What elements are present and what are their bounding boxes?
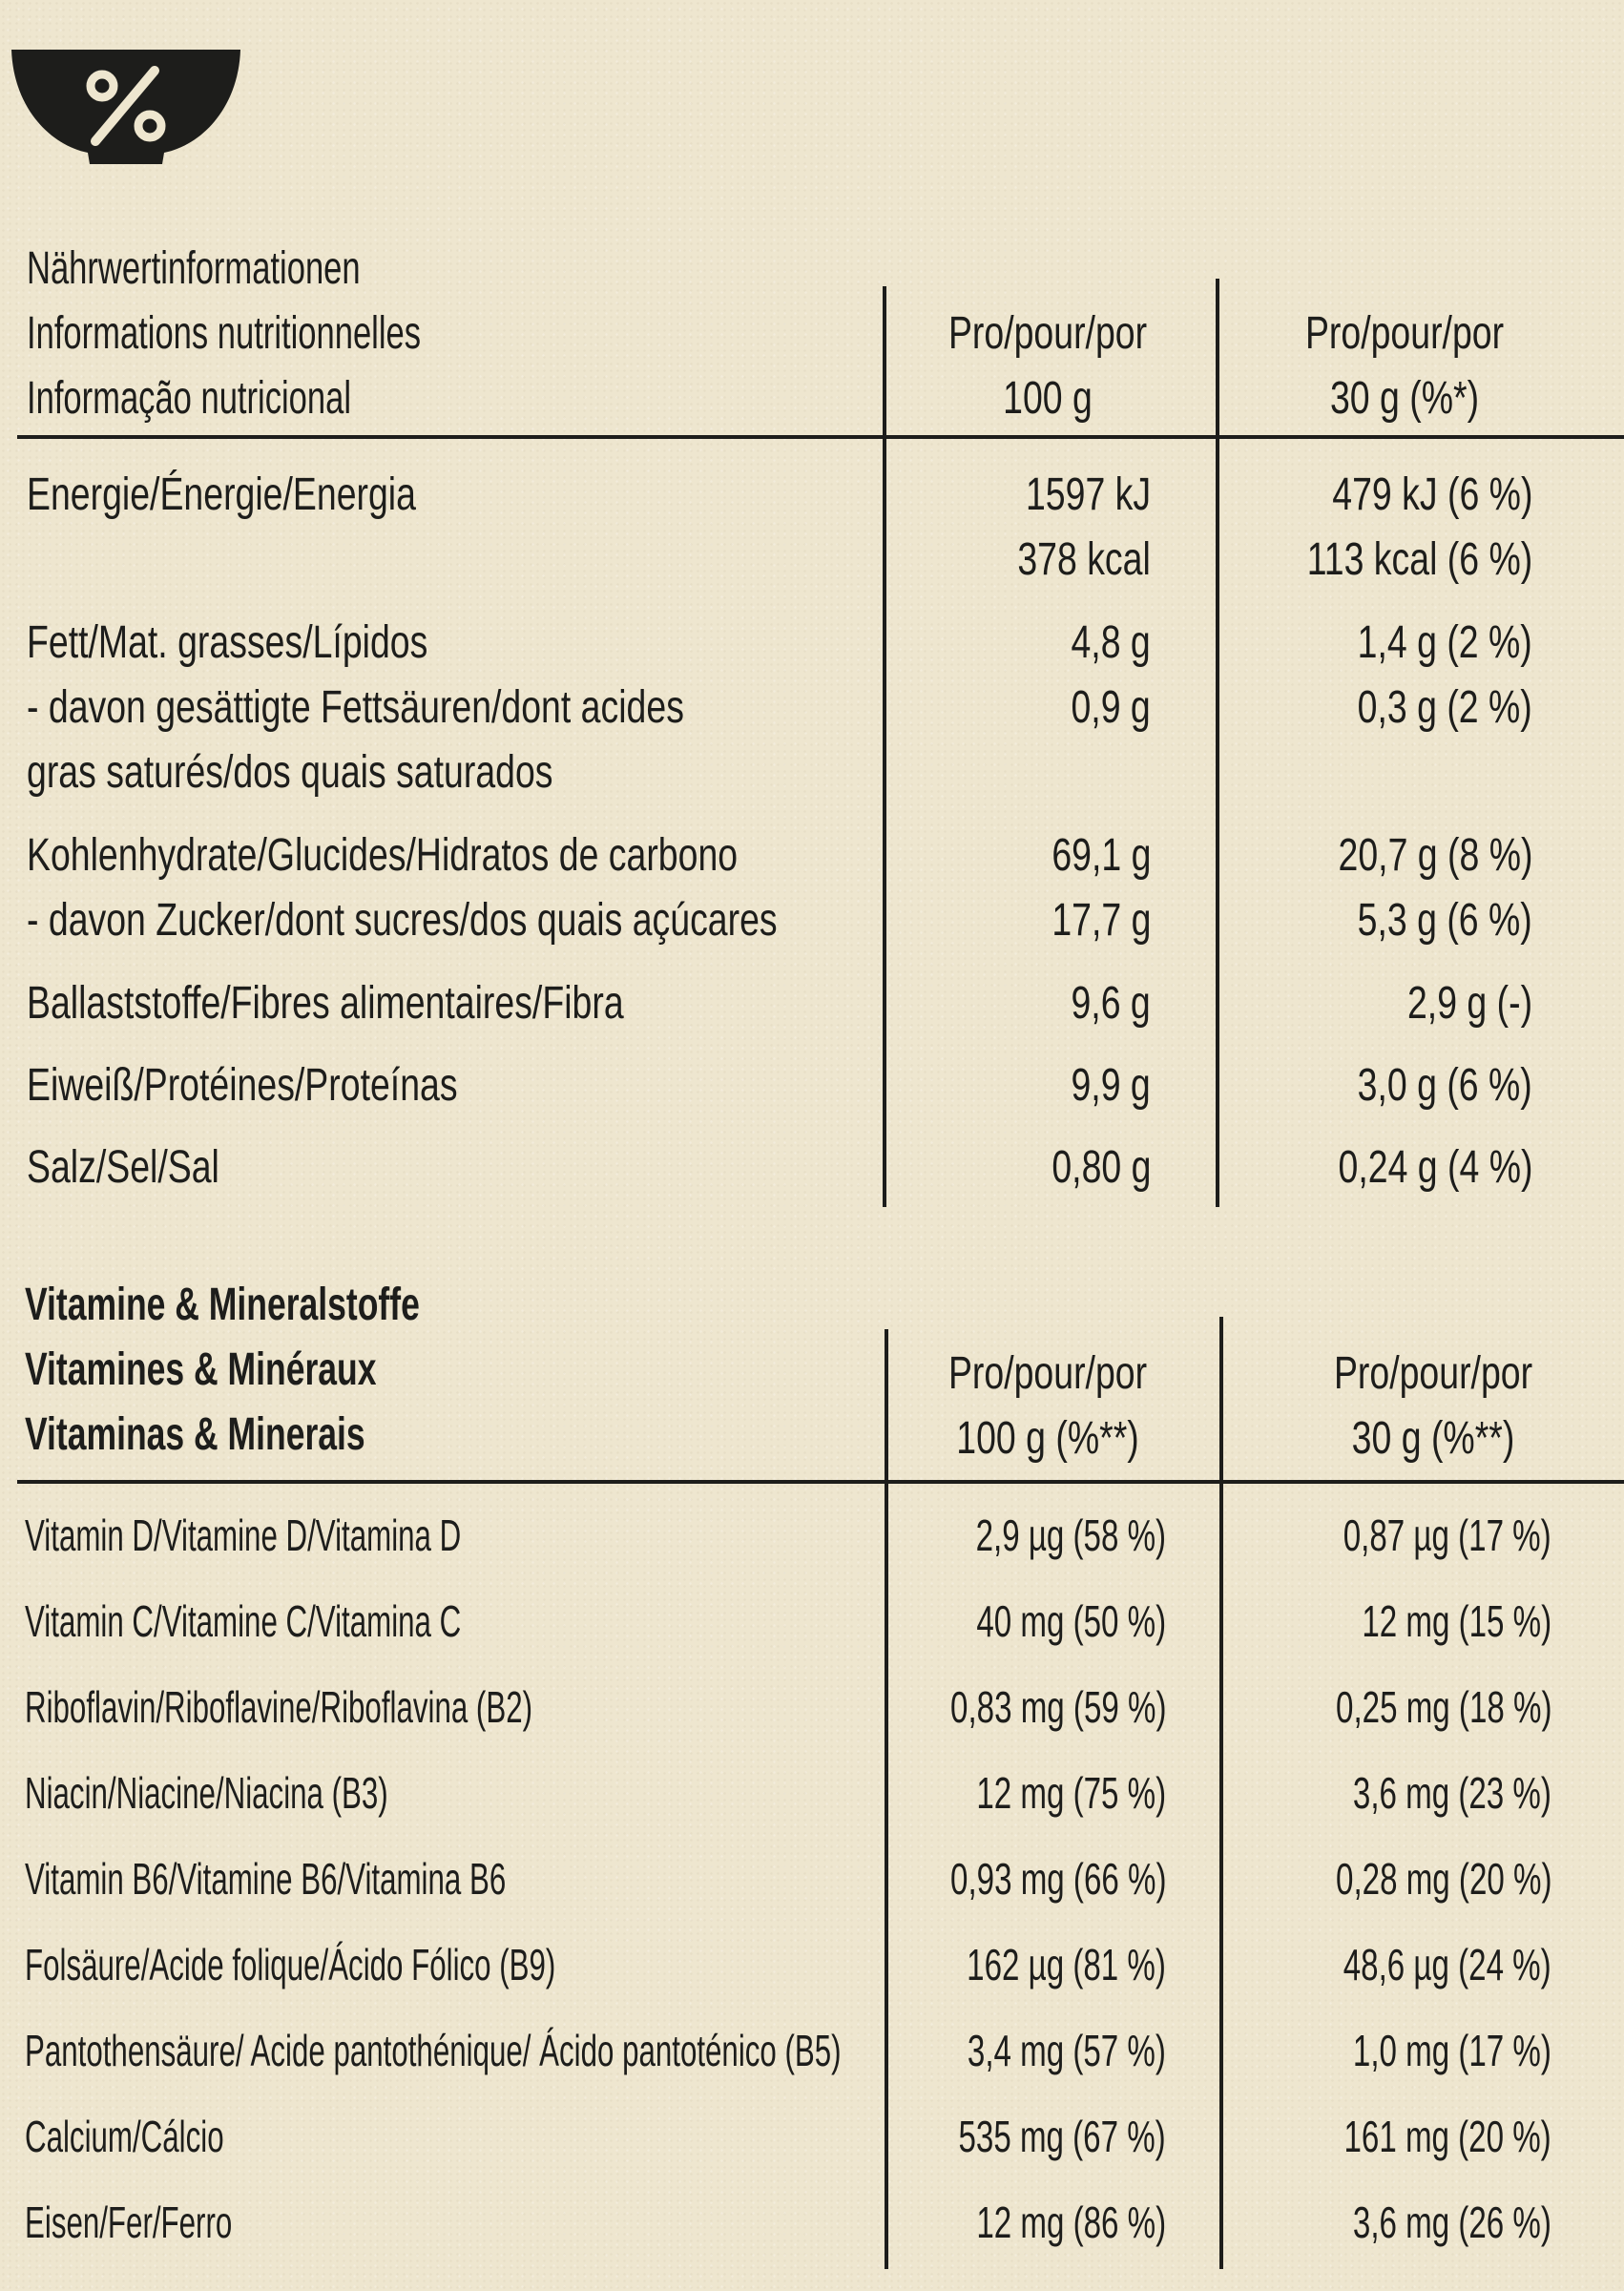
carb-100: 69,1 g [1051, 830, 1151, 881]
vitamin-row-label: Niacin/Niacine/Niacina (B3) [25, 1768, 388, 1818]
vitamin-row-per-100g: 2,9 µg (58 %) [975, 1510, 1166, 1560]
protein-label: Eiweiß/Protéines/Proteínas [27, 1060, 458, 1111]
sugar-label: - davon Zucker/dont sucres/dos quais açúcares [27, 895, 778, 946]
percent-bowl-icon [11, 50, 240, 169]
vitamin-row-per-100g: 3,4 mg (57 %) [967, 2026, 1166, 2075]
vitamin-row-per-100g: 40 mg (50 %) [976, 1596, 1166, 1646]
vitamins-col2-header-line2: 30 g (%**) [1351, 1413, 1515, 1464]
fibre-30: 2,9 g (-) [1406, 978, 1532, 1029]
nutrition-col2-header-line2: 30 g (%*) [1329, 373, 1480, 424]
vitamin-row-per-30g: 0,87 µg (17 %) [1343, 1510, 1551, 1560]
vitamins-header-divider [17, 1480, 1624, 1484]
protein-30: 3,0 g (6 %) [1357, 1060, 1532, 1111]
vitamin-row-per-30g: 3,6 mg (23 %) [1352, 1768, 1551, 1818]
vitamin-row-per-100g: 162 µg (81 %) [967, 1940, 1166, 1989]
vitamin-row-per-30g: 48,6 µg (24 %) [1343, 1940, 1551, 1989]
vitamin-row-per-30g: 3,6 mg (26 %) [1352, 2197, 1551, 2247]
nutrition-header-divider [17, 435, 1624, 439]
fat-100: 4,8 g [1071, 617, 1151, 668]
vitamin-row-per-30g: 1,0 mg (17 %) [1352, 2026, 1551, 2075]
fibre-label: Ballaststoffe/Fibres alimentaires/Fibra [27, 978, 624, 1029]
energy-kj-30: 479 kJ (6 %) [1331, 469, 1532, 520]
vitamin-row-label: Vitamin C/Vitamine C/Vitamina C [25, 1596, 462, 1646]
vitamins-col-divider-2 [1219, 1317, 1223, 2269]
vitamin-row-per-100g: 12 mg (75 %) [976, 1768, 1166, 1818]
fibre-100: 9,6 g [1071, 978, 1151, 1029]
nutrition-col1-header-line1: Pro/pour/por [947, 308, 1148, 359]
energy-kcal-30: 113 kcal (6 %) [1306, 534, 1532, 585]
vitamin-row-label: Calcium/Cálcio [25, 2112, 224, 2161]
fat-label: Fett/Mat. grasses/Lípidos [27, 617, 428, 668]
vitamin-row-per-30g: 161 mg (20 %) [1343, 2112, 1551, 2161]
vitamins-title-de: Vitamine & Mineralstoffe [25, 1280, 420, 1330]
vitamins-title-pt: Vitaminas & Minerais [25, 1409, 365, 1460]
vitamin-row-per-100g: 0,93 mg (66 %) [949, 1854, 1166, 1904]
vitamin-row-label: Riboflavin/Riboflavine/Riboflavina (B2) [25, 1682, 533, 1732]
vitamin-row-label: Eisen/Fer/Ferro [25, 2197, 233, 2247]
nutrition-col-divider-1 [883, 286, 886, 1207]
carb-label: Kohlenhydrate/Glucides/Hidratos de carbono [27, 830, 739, 881]
sugar-30: 5,3 g (6 %) [1357, 895, 1532, 946]
nutrition-title-fr: Informations nutritionnelles [27, 308, 422, 359]
vitamin-row-per-100g: 535 mg (67 %) [958, 2112, 1166, 2161]
energy-kj-100: 1597 kJ [1025, 469, 1151, 520]
salt-100: 0,80 g [1051, 1142, 1151, 1193]
vitamin-row-per-30g: 0,28 mg (20 %) [1335, 1854, 1551, 1904]
vitamin-row-label: Vitamin D/Vitamine D/Vitamina D [25, 1510, 462, 1560]
satfat-label-line1: - davon gesättigte Fettsäuren/dont acides [27, 682, 684, 733]
vitamins-col1-header-line1: Pro/pour/por [947, 1348, 1148, 1399]
vitamins-col2-header-line1: Pro/pour/por [1333, 1348, 1533, 1399]
vitamins-col1-header-line2: 100 g (%**) [956, 1413, 1139, 1464]
energy-label: Energie/Énergie/Energia [27, 469, 416, 520]
vitamins-col-divider-1 [885, 1329, 888, 2269]
vitamins-title-fr: Vitamines & Minéraux [25, 1344, 377, 1395]
satfat-label-line2: gras saturés/dos quais saturados [27, 747, 553, 798]
energy-kcal-100: 378 kcal [1017, 534, 1151, 585]
salt-label: Salz/Sel/Sal [27, 1142, 219, 1193]
nutrition-title-de: Nährwertinformationen [27, 243, 361, 294]
satfat-30: 0,3 g (2 %) [1357, 682, 1532, 733]
nutrition-col-divider-2 [1216, 279, 1219, 1207]
vitamin-row-per-100g: 0,83 mg (59 %) [949, 1682, 1166, 1732]
satfat-100: 0,9 g [1071, 682, 1151, 733]
nutrition-title-pt: Informação nutricional [27, 373, 352, 424]
carb-30: 20,7 g (8 %) [1338, 830, 1532, 881]
vitamin-row-per-30g: 0,25 mg (18 %) [1335, 1682, 1551, 1732]
nutrition-col2-header-line1: Pro/pour/por [1304, 308, 1505, 359]
vitamin-row-per-100g: 12 mg (86 %) [976, 2197, 1166, 2247]
salt-30: 0,24 g (4 %) [1338, 1142, 1532, 1193]
vitamin-row-label: Folsäure/Acide folique/Ácido Fólico (B9) [25, 1940, 556, 1989]
nutrition-col1-header-line2: 100 g [1003, 373, 1093, 424]
protein-100: 9,9 g [1071, 1060, 1151, 1111]
vitamin-row-label: Vitamin B6/Vitamine B6/Vitamina B6 [25, 1854, 507, 1904]
vitamin-row-label: Pantothensäure/ Acide pantothénique/ Ácido pantoténico (B5) [25, 2026, 842, 2075]
sugar-100: 17,7 g [1051, 895, 1151, 946]
vitamin-row-per-30g: 12 mg (15 %) [1362, 1596, 1551, 1646]
fat-30: 1,4 g (2 %) [1357, 617, 1532, 668]
